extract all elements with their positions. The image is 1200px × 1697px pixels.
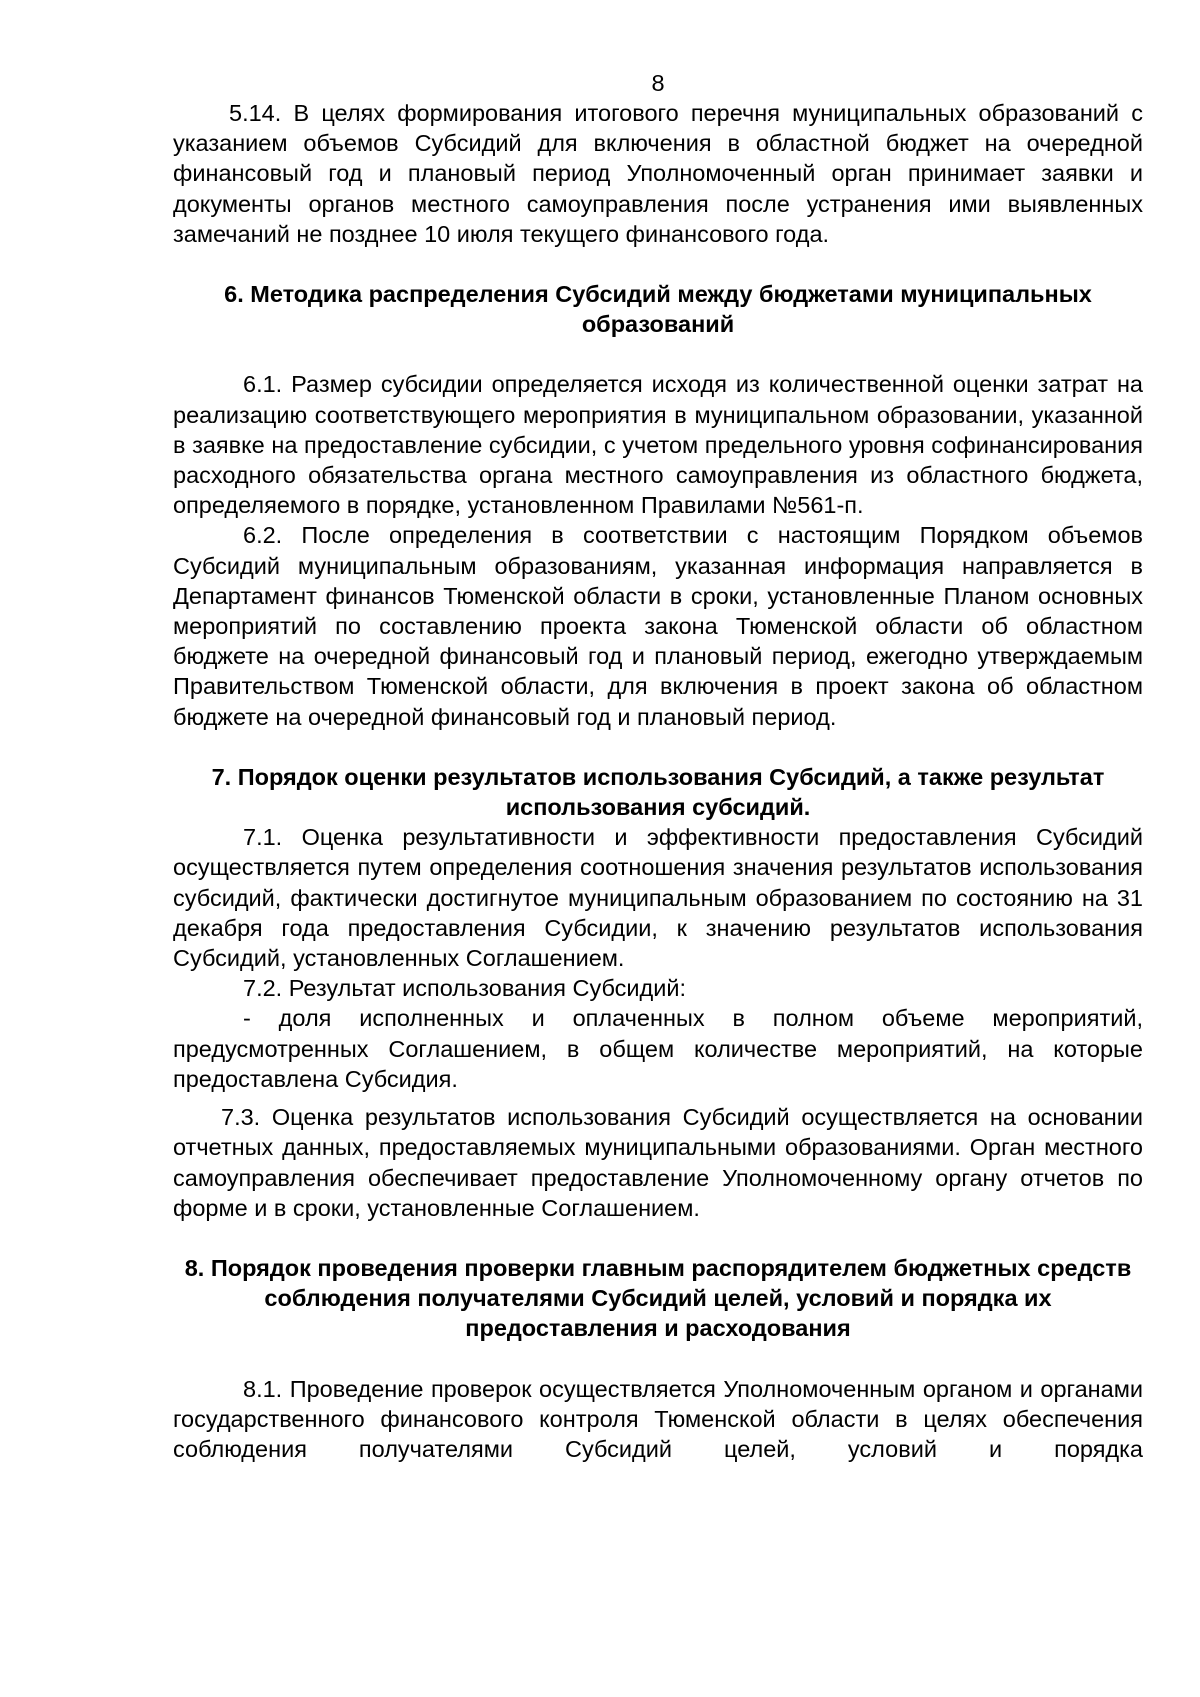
paragraph-7-2: 7.2. Результат использования Субсидий: [243, 975, 687, 1002]
paragraph-6-2: 6.2. После определения в соответствии с настоящим Порядком объемов Субсидий муниципальным образованиям, указанная информация направляется в Департамент финансов Тюменской области в сроки, установленные Планом основных мероприятий по составлению проекта закона Тюменской области об областном бюджете на очередной финансовый год и плановый период, ежегодно утверждаемым Правительством Тюменской области, для включения в проект закона об областном бюджете на очередной финансовый год и плановый период. [173, 522, 1143, 730]
page-number: 8 [651, 70, 665, 96]
section-heading-8: 8. Порядок проведения проверки главным распорядителем бюджетных средств соблюдения получателями Субсидий целей, условий и порядка их предоставления и расходования [184, 1254, 1132, 1342]
section-heading-6: 6. Методика распределения Субсидий между бюджетами муниципальных образований [224, 281, 1092, 338]
paragraph-7-1: 7.1. Оценка результативности и эффективности предоставления Субсидий осуществляется путем определения соотношения значения результатов использования субсидий, фактически достигнутое муниципальным образованием по состоянию на 31 декабря года предоставления Субсидии, к значению результатов использования Субсидий, установленных Соглашением. [173, 824, 1143, 972]
paragraph-6-1: 6.1. Размер субсидии определяется исходя из количественной оценки затрат на реализацию соответствующего мероприятия в муниципальном образовании, указанной в заявке на предоставление субсидии, с учетом предельного уровня софинансирования расходного обязательства органа местного самоуправления из областного бюджета, определяемого в порядке, установленном Правилами №561-п. [173, 371, 1143, 519]
paragraph-7-2-item: - доля исполненных и оплаченных в полном объеме мероприятий, предусмотренных Соглашением, в общем количестве мероприятий, на которые предоставлена Субсидия. [173, 1005, 1143, 1092]
paragraph-5-14: 5.14. В целях формирования итогового перечня муниципальных образований с указанием объемов Субсидий для включения в областной бюджет на очередной финансовый год и плановый период Уполномоченный орган принимает заявки и документы органов местного самоуправления после устранения ими выявленных замечаний не позднее 10 июля текущего финансового года. [173, 100, 1143, 247]
document-page [173, 68, 1143, 1464]
paragraph-8-1: 8.1. Проведение проверок осуществляется Уполномоченным органом и органами государственного финансового контроля Тюменской области в целях обеспечения соблюдения получателями Субсидий целей, условий и порядка [173, 1375, 1143, 1462]
paragraph-7-3: 7.3. Оценка результатов использования Субсидий осуществляется на основании отчетных данных, предоставляемых муниципальными образованиями. Орган местного самоуправления обеспечивает предоставление Уполномоченному органу отчетов по форме и в сроки, установленные Соглашением. [173, 1104, 1143, 1221]
section-heading-7: 7. Порядок оценки результатов использования Субсидий, а также результат использования субсидий. [211, 763, 1105, 821]
